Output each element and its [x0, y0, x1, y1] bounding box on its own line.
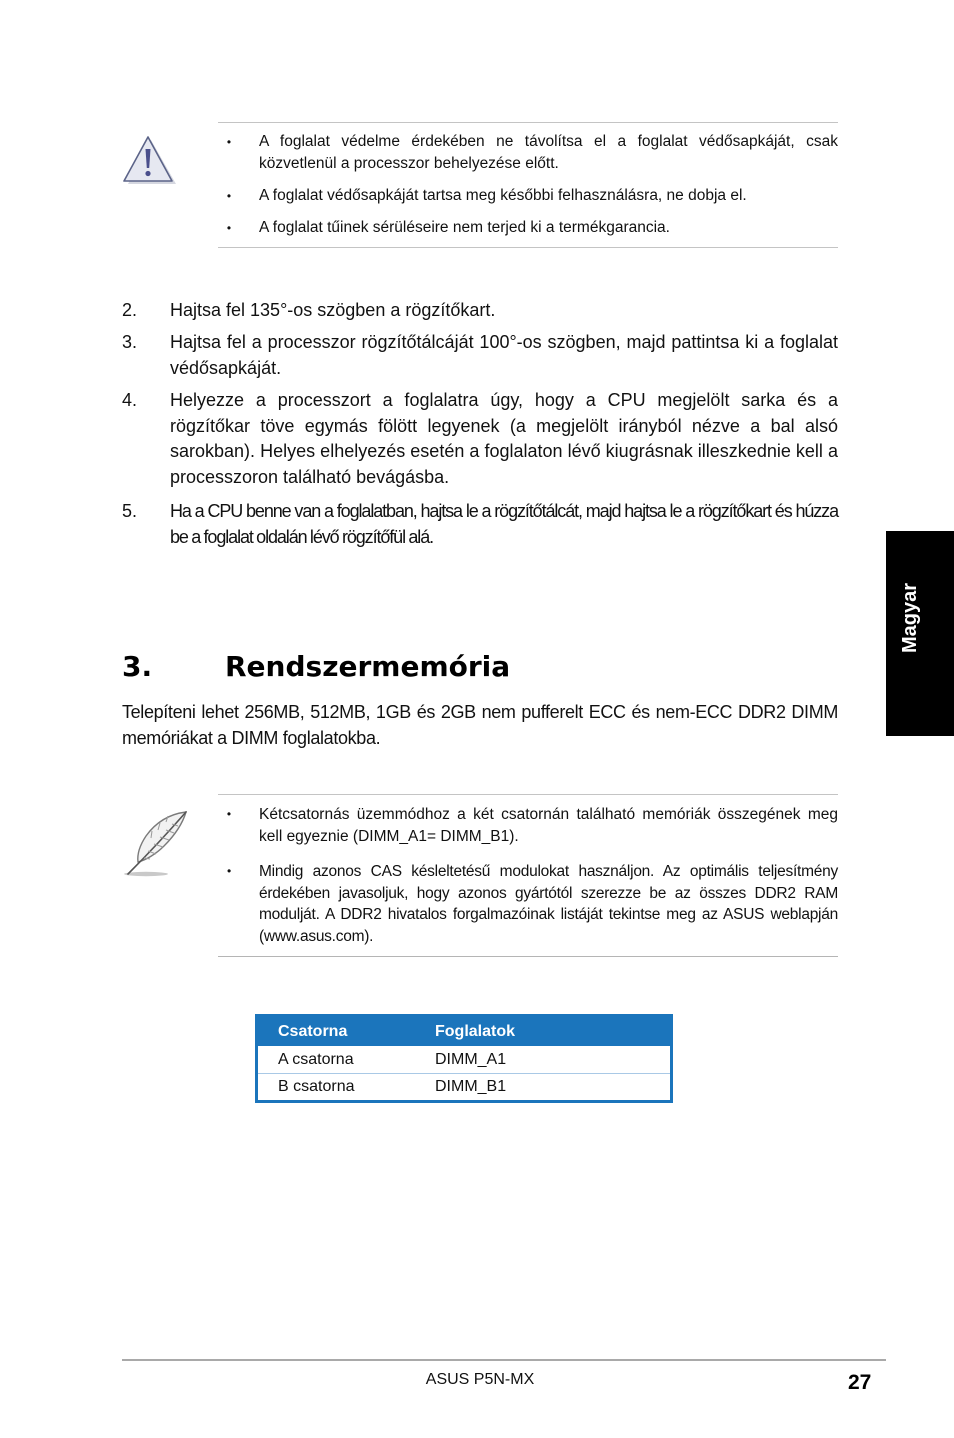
- table-row: [258, 1046, 670, 1073]
- step-text: Hajtsa fel a processzor rögzítőtálcáját 100°-os szögben, majd pattintsa ki a foglalat védősapkáját.: [170, 332, 838, 378]
- bullet: •: [226, 135, 232, 149]
- step-number: 2.: [122, 300, 138, 320]
- language-label: Magyar: [899, 582, 921, 654]
- table-header-row: [258, 1017, 670, 1046]
- step-number: 3.: [122, 332, 138, 352]
- channel-slot-table: [255, 1014, 673, 1103]
- table-cell: B csatorna: [278, 1078, 355, 1095]
- caution-item: [224, 217, 838, 239]
- note-bottom-rule: [218, 956, 838, 957]
- table-header-cell: Foglalatok: [435, 1023, 516, 1040]
- footer-product-name: ASUS P5N-MX: [425, 1371, 535, 1388]
- step-text: Helyezze a processzort a foglalatra úgy, hogy a CPU megjelölt sarka és a rögzítőkar töve egymás fölött legyenek (a megjelölt irányból nézve a bal alsó sarokban). Helyes elhelyezés esetén a foglalaton lévő kiugrásnak illeszkednie kell a processzoron található bevágásba.: [170, 390, 838, 487]
- section-intro: Telepíteni lehet 256MB, 512MB, 1GB és 2GB nem pufferelt ECC és nem-ECC DDR2 DIMM memóriákat a DIMM foglalatokba.: [122, 702, 838, 748]
- caution-item-text: A foglalat védősapkáját tartsa meg későbbi felhasználásra, ne dobja el.: [259, 187, 747, 204]
- caution-icon: [120, 134, 180, 190]
- bullet: •: [226, 807, 232, 821]
- step-text: Ha a CPU benne van a foglalatban, hajtsa le a rögzítőtálcát, majd hajtsa le a rögzítőkart és húzza be a foglalat oldalán lévő rögzítőfül alá.: [170, 501, 838, 547]
- table-cell: DIMM_A1: [435, 1051, 507, 1068]
- note-item: [224, 804, 838, 847]
- bullet: •: [226, 221, 232, 235]
- section-title: Rendszermemória: [225, 650, 511, 683]
- caution-item-text: A foglalat tűinek sérüléseire nem terjed ki a termékgarancia.: [259, 219, 670, 236]
- step-item: [122, 330, 838, 381]
- feather-note-icon: [120, 808, 192, 880]
- step-text: Hajtsa fel 135°-os szögben a rögzítőkart.: [170, 300, 496, 320]
- caution-bottom-rule: [218, 247, 838, 248]
- table-cell: DIMM_B1: [435, 1078, 507, 1095]
- section-number: 3.: [122, 650, 153, 683]
- step-item: [122, 298, 838, 324]
- note-item: [224, 861, 838, 947]
- step-number: 4.: [122, 390, 138, 410]
- bullet: •: [227, 864, 231, 878]
- caution-item: [224, 185, 838, 207]
- table-header-cell: Csatorna: [278, 1023, 348, 1040]
- page-number: 27: [848, 1371, 872, 1394]
- step-item: [122, 499, 838, 550]
- table-cell: A csatorna: [278, 1051, 354, 1068]
- footer-rule: [122, 1359, 886, 1361]
- caution-top-rule: [218, 122, 838, 123]
- note-top-rule: [218, 794, 838, 795]
- caution-item-text: A foglalat védelme érdekében ne távolítsa el a foglalat védősapkáját, csak közvetlenül a processzor behelyezése előtt.: [259, 133, 838, 172]
- table-row: [258, 1073, 670, 1100]
- step-number: 5.: [122, 501, 138, 521]
- language-side-tab: [886, 531, 954, 736]
- note-item-text: Mindig azonos CAS késleltetésű modulokat használjon. Az optimális teljesítmény érdekében javasoljuk, hogy azonos gyártótól szerezze be az összes DDR2 RAM modulját. A DDR2 hivatalos forgalmazóinak listáját tekintse meg az ASUS weblapján (www.asus.com).: [259, 863, 838, 945]
- note-item-text: Kétcsatornás üzemmódhoz a két csatornán található memóriák összegének meg kell egyeznie (DIMM_A1= DIMM_B1).: [259, 806, 838, 845]
- step-item: [122, 388, 838, 490]
- bullet: •: [226, 189, 232, 203]
- caution-item: [224, 131, 838, 175]
